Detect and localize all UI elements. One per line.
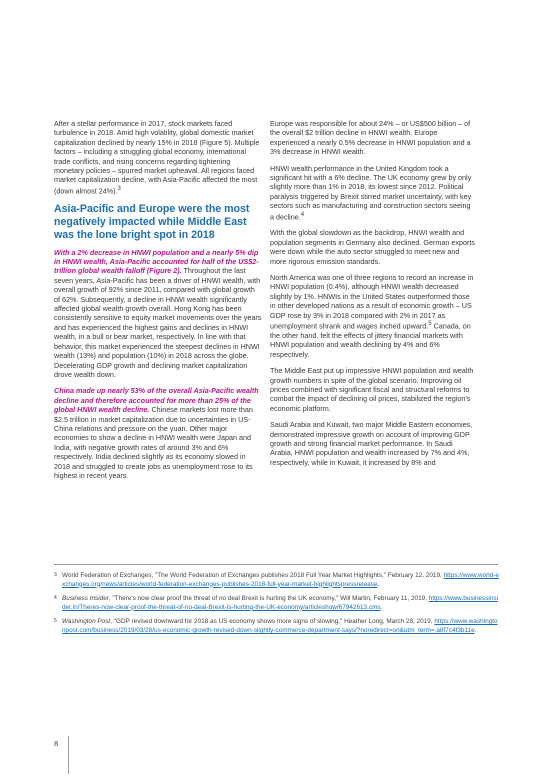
footnote-ref[interactable]: 5	[428, 321, 432, 328]
footnote-number: 5	[54, 618, 57, 625]
paragraph: After a stellar performance in 2017, stock markets faced turbulence in 2018. Amid high volatility, global domestic market capitalization declined by nearly 15% in 2018 (Figure 5). Multiple factors – including a struggling global economy, international trade conflicts, and rising concerns regarding tightening monetary policies – spurred market upheaval. All regions faced market capitalization decline, with Asia-Pacific affected the most (down almost 24%).$^3$	[54, 119, 260, 196]
paragraph: North America was one of three regions to record an increase in HNWI population (0.4%), although HNWI wealth decreased slightly by 1%. HNWIs in the United States outperformed those in other developed nations as a result of economic growth – US GDP rose by 3% in 2018 compared with 2% in 2017 as unemployment shrank and wages inched upward.$^5$ Canada, on the other hand, felt the effects of jittery financial markets with HNWI population and wealth declining by 4% and 6% respectively.	[270, 273, 474, 359]
footnote: 5 Washington Post, "GDP revised downward for 2018 as US economy shows more signs of slowing," Heather Long, March 28, 2019, https://www.washingtonpost.com/business/2019/03/28/us-economic-growth-revised-down-slightly-commerce-department-says/?noredirect=on&utm_term=.a8f7c4f3b11e.	[54, 618, 498, 634]
page-number: 8	[54, 739, 59, 748]
section-heading: Asia-Pacific and Europe were the most negatively impacted while Middle East was the lone bright spot in 2018	[54, 202, 250, 241]
page-number-divider	[68, 736, 69, 774]
source-name: Business Insider	[62, 595, 109, 603]
source-name: Washington Post	[62, 618, 111, 626]
paragraph: The Middle East put up impressive HNWI population and wealth growth numbers in spite of the global scenario. Improving oil prices combined with significant fiscal and structural reforms to combat the impact of declining oil prices, stabilized the region's economic platform.	[270, 366, 474, 413]
footnotes	[54, 572, 499, 642]
paragraph: Europe was responsible for about 24% – or US$500 billion – of the overall $2 trillion decline in HNWI wealth. Europe experienced a nearly 0.5% decrease in HNWI population and a 3% decrease in HNWI wealth.	[270, 119, 471, 157]
footnote: 4 Business Insider, "There's now clear proof the threat of no deal Brexit is hurting the UK economy," Will Martin, February 11, 2019, https://www.businessinsider.in/Theres-now-clear-proof-the-threat-of-no-deal-Brexit-is-hurting-the-UK-economy/articleshow/67942613.cms.	[54, 595, 499, 611]
footnote: 3 World Federation of Exchanges, "The World Federation of Exchanges publishes 2018 Full Year Market Highlights," February 12, 2019, https://www.world-exchanges.org/news/articles/world-federation-exchanges-publishes-2018-full-year-market-highlightspressrelease.	[54, 572, 499, 588]
footnote-link[interactable]: https://www.world-exchanges.org/news/articles/world-federation-exchanges-publishes-2018-full-year-market-highlightspressrelease	[62, 572, 499, 588]
paragraph: China made up nearly 53% of the overall Asia-Pacific wealth decline and therefore accounted for more than 25% of the global HNWI wealth decline. Chinese markets lost more than $2.5 trillion in market capitalization due to uncertainties in US-China relations and pressure on the yuan. Other major economies to show a decline in HNWI wealth were Japan and India, with negative growth rates of around 3% and 6% respectively. India declined slightly as its economy slowed in 2018 and struggled to create jobs as unemployment rose to its highest in recent years.	[54, 386, 259, 480]
highlighted-lead: With a 2% decrease in HNWI population and a nearly 5% dip in HNWI wealth, Asia-Pacific accounted for half of the US$2-trillion global wealth falloff (Figure 2).	[54, 247, 259, 276]
footnote-ref[interactable]: 4	[300, 211, 305, 218]
paragraph: With the global slowdown as the backdrop, HNWI wealth and population segments in Germany also declined. German exports were down while the auto sector struggled to meet new and more rigorous emission standards.	[270, 228, 475, 266]
right-column	[270, 119, 476, 474]
paragraph: With a 2% decrease in HNWI population and a nearly 5% dip in HNWI wealth, Asia-Pacific accounted for half of the US$2-trillion global wealth falloff (Figure 2). Throughout the last seven years, Asia-Pacific has been a driver of HNWI wealth, with overall growth of 92% since 2011, compared with global growth of 62%. Subsequently, a decline in HNWI wealth significantly affected global wealth growth overall. Hong Kong has been consistently sensitive to equity market movements over the years and has experienced the highest gains and declines in HNWI wealth, in a bull or bear market, respectively. In line with that behavior, this market experienced the steepest declines in HNWI wealth (13%) and population (10%) in 2018 across the globe. Decelerating GDP growth and declining market capitalization drove wealth down.	[54, 247, 262, 379]
footnote-number: 4	[54, 595, 57, 602]
footnote-number: 3	[54, 572, 57, 578]
paragraph: Saudi Arabia and Kuwait, two major Middle Eastern economies, demonstrated impressive growth on account of improving GDP growth and strong financial market performance. In Saudi Arabia, HNWI population and wealth increased by 7% and 4%, respectively, while in Kuwait, it increased by 8% and	[270, 420, 473, 467]
paragraph: HNWI wealth performance in the United Kingdom took a significant hit with a 6% decline. The UK economy grew by only slightly more than 1% in 2018, its lowest since 2012. Political paralysis triggered by Brexit stirred market uncertainty, with key sectors such as manufacturing and construction sectors seeing a decline.$^4$	[270, 163, 472, 222]
highlighted-lead: China made up nearly 53% of the overall Asia-Pacific wealth decline and therefore accounted for more than 25% of the global HNWI wealth decline.	[54, 386, 259, 415]
footnote-link[interactable]: https://www.washingtonpost.com/business/2019/03/28/us-economic-growth-revised-down-slightly-commerce-department-says/?noredirect=on&utm_term=.a8f7c4f3b11e	[62, 618, 498, 634]
footnote-divider	[54, 564, 498, 565]
left-column	[54, 119, 262, 487]
footnote-link[interactable]: https://www.businessinsider.in/Theres-now-clear-proof-the-threat-of-no-deal-Brexit-is-hurting-the-UK-economy/articleshow/67942613.cms	[62, 595, 499, 611]
footnote-ref[interactable]: 3	[117, 185, 121, 192]
